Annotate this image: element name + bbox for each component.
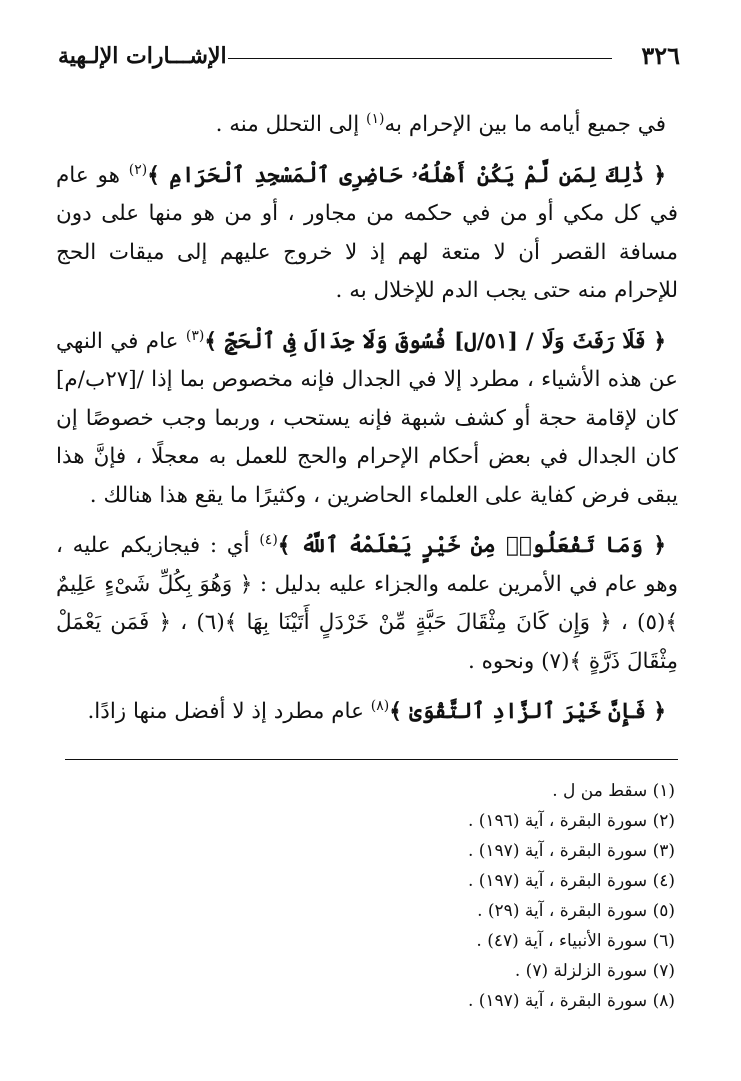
footnote-item: (٢) سورة البقرة ، آية (١٩٦) .	[467, 811, 675, 831]
footnote-item: (٣) سورة البقرة ، آية (١٩٧) .	[467, 841, 675, 861]
paragraph-3	[56, 323, 678, 516]
footnote-ref: (١)	[366, 110, 385, 127]
paragraph-text: عام في النهي عن هذه الأشياء ، مطرد إلا في الجدال فإنه مخصوص بما إذا /[٢٧ب/م] كان لإقامة حجة أو كشف شبهة فإنه يستحب ، وربما وجب خصوصًا إن كان الجدال في بعض أحكام الإحرام والحج للعمل به معجلًا ، فإنَّ هذا يبقى فرض كفاية على العلماء الحاضرين ، وكثيرًا ما يقع هذا هنالك .	[56, 328, 678, 508]
footnote-separator	[65, 759, 678, 760]
footnote-item: (٧) سورة الزلزلة (٧) .	[514, 961, 675, 981]
paragraph-5	[56, 693, 678, 732]
paragraph-text: إلى التحلل منه .	[215, 112, 367, 137]
footnote-ref: (٢)	[128, 161, 148, 178]
quran-verse: ﴿ وَمَا تَفْعَلُوا۟ مِنْ خَيْرٍ يَعْلَمْهُ ٱللَّهُ ﴾	[277, 533, 666, 558]
paragraph-text: هو عام في كل مكي أو من في حكمه من مجاور ، أو من هو منها على دون مسافة القصر أن لا متعة لهم إذ لا خروج عليهم إلى ميقات الحج للإحرام منه حتى يجب الدم للإخلال به .	[56, 162, 678, 303]
paragraph-text: عام مطرد إذ لا أفضل منها زادًا.	[87, 699, 371, 724]
paragraph-1	[56, 106, 678, 145]
quran-verse: ﴿ ذَٰلِكَ لِمَن لَّمْ يَكُنْ أَهْلُهُۥ حَاضِرِى ٱلْمَسْجِدِ ٱلْحَرَامِ ﴾	[147, 162, 666, 188]
footnote-ref: (٨)	[370, 697, 390, 714]
header-rule	[228, 58, 612, 59]
paragraph-text: في جميع أيامه ما بين الإحرام به	[384, 112, 666, 137]
footnote-ref: (٣)	[185, 327, 205, 344]
footnotes-list	[65, 776, 685, 1016]
footnote-ref: (٤)	[259, 531, 278, 548]
footnote-item: (٦) سورة الأنبياء ، آية (٤٧) .	[476, 931, 675, 951]
running-title: الإشـــارات الإلـهية	[58, 43, 227, 69]
page-header	[58, 38, 680, 78]
paragraph-2	[56, 157, 678, 311]
quran-verse: ﴿ فَلَا رَفَثَ وَلَا / [٥١/ل] فُسُوقَ وَلَا جِدَالَ فِى ٱلْحَجِّ ﴾	[204, 328, 666, 354]
footnote-item: (٥) سورة البقرة ، آية (٢٩) .	[477, 901, 675, 921]
paragraph-4	[56, 527, 678, 681]
footnote-item: (٤) سورة البقرة ، آية (١٩٧) .	[467, 871, 675, 891]
quran-verse: ﴿ فَإِنَّ خَيْرَ ٱلزَّادِ ٱلتَّقْوَىٰ ﴾	[389, 699, 666, 724]
page-number: ٣٢٦	[641, 41, 680, 70]
footnote-item: (٨) سورة البقرة ، آية (١٩٧) .	[467, 991, 675, 1011]
paragraph-text: أي : فيجازيكم عليه ، وهو عام في الأمرين علمه والجزاء عليه بدليل : ﴿ وَهُوَ بِكُلِّ شَىْءٍ عَلِيمٌ ﴾(٥) ، ﴿ وَإِن كَانَ مِثْقَالَ حَبَّةٍ مِّنْ خَرْدَلٍ أَتَيْنَا بِهَا ﴾(٦) ، ﴿ فَمَن يَعْمَلْ مِثْقَالَ ذَرَّةٍ ﴾(٧) ونحوه .	[56, 533, 679, 674]
footnote-item: (١) سقط من ل .	[552, 781, 675, 801]
main-text	[56, 106, 678, 744]
